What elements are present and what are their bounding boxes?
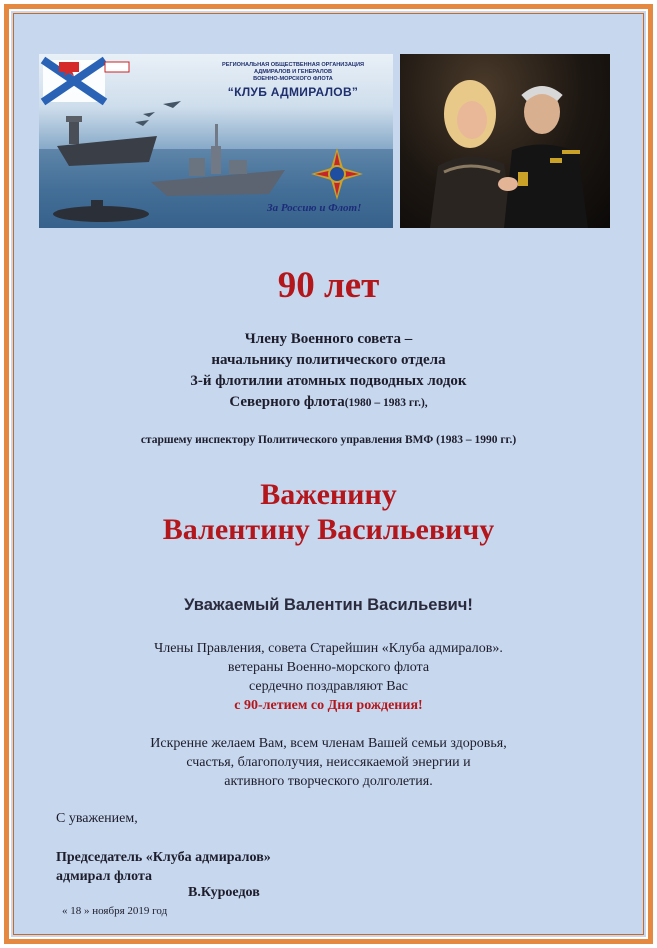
recipient-name	[11, 477, 646, 547]
position-line-4	[11, 392, 646, 414]
celebration-photo	[400, 54, 610, 228]
second-position	[11, 434, 646, 446]
signer-name: В.Куроедов	[188, 885, 260, 900]
page-content	[9, 9, 648, 939]
position-fleet: Северного флота	[229, 394, 345, 410]
position-fleet-years: (1980 – 1983 гг.),	[344, 397, 428, 409]
recipient-given-name: Валентину Васильевичу	[162, 513, 495, 546]
organization-name	[197, 62, 389, 83]
banner-motto: За Россию и Флот!	[267, 202, 362, 214]
second-position-years: (1983 – 1990 гг.)	[436, 434, 517, 446]
anniversary-title: 90 лет	[277, 265, 380, 306]
signer-title: Председатель «Клуба адмиралов»	[56, 850, 271, 865]
congrats-line-2: ветераны Военно-морского флота	[227, 660, 430, 675]
congrats-line-1: Члены Правления, совета Старейшин «Клуба адмиралов».	[154, 641, 503, 656]
org-line-1: РЕГИОНАЛЬНАЯ ОБЩЕСТВЕННАЯ ОРГАНИЗАЦИЯ	[221, 62, 364, 68]
greeting-heading: Уважаемый Валентин Васильевич!	[184, 596, 473, 614]
wishes-line-3: активного творческого долголетия.	[224, 774, 433, 789]
club-name: “КЛУБ АДМИРАЛОВ”	[227, 85, 359, 99]
position-line-3: 3-й флотилии атомных подводных лодок	[190, 373, 467, 389]
position-line-1: Члену Военного совета –	[244, 331, 413, 347]
congrats-line-3: сердечно поздравляют Вас	[248, 679, 409, 694]
congratulation-paragraph	[11, 639, 646, 715]
wishes-line-2: счастья, благополучия, неиссякаемой энергии и	[186, 755, 471, 770]
org-line-2: АДМИРАЛОВ И ГЕНЕРАЛОВ	[253, 69, 333, 75]
wishes-paragraph	[11, 734, 646, 791]
position-line-2: начальнику политического отдела	[211, 352, 446, 368]
photo-illustration	[400, 54, 610, 228]
congrats-line-4: с 90-летием со Дня рождения!	[234, 698, 423, 713]
second-position-title: старшему инспектору Политического управления ВМФ	[140, 434, 434, 446]
page-frame	[4, 4, 653, 944]
signer-block	[56, 848, 271, 886]
closing-phrase: С уважением,	[56, 811, 138, 826]
recipient-surname: Важенину	[260, 478, 397, 511]
club-banner	[39, 54, 393, 228]
document-date: « 18 » ноября 2019 год	[62, 905, 168, 917]
wishes-line-1: Искренне желаем Вам, всем членам Вашей семьи здоровья,	[150, 736, 507, 751]
org-line-3: ВОЕННО-МОРСКОГО ФЛОТА	[253, 76, 333, 82]
signer-rank: адмирал флота	[56, 869, 153, 884]
position-description	[11, 329, 646, 414]
